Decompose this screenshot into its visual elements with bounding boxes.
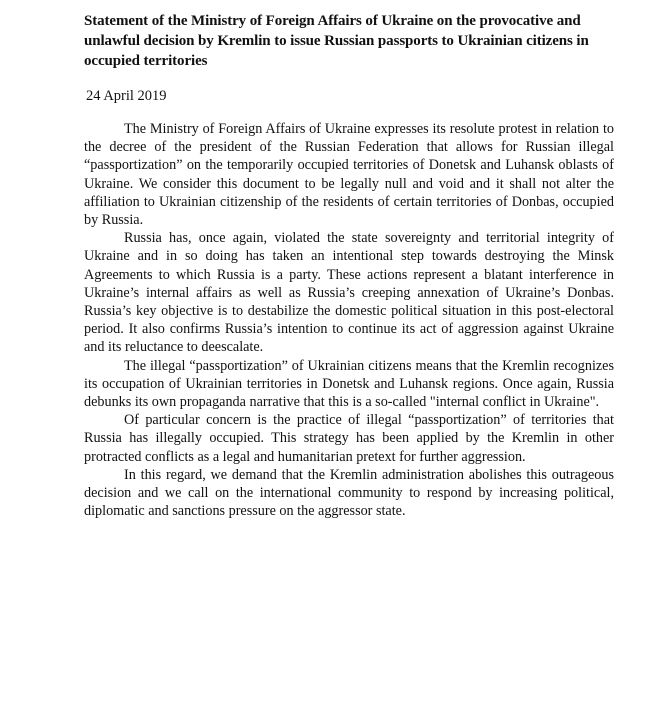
statement-title: Statement of the Ministry of Foreign Affairs of Ukraine on the provocative and unlawful decision by Kremlin to issue Russian passports to Ukrainian citizens in occupied territories — [84, 13, 589, 69]
statement-body — [84, 120, 614, 520]
paragraph-demand: In this regard, we demand that the Kremlin administration abolishes this outrageous decision and we call on the international community to respond by increasing political, diplomatic and sanctions pressure on the aggressor state. — [84, 466, 614, 520]
paragraph-occupation-recognition: The illegal “passportization” of Ukrainian citizens means that the Kremlin recognizes its occupation of Ukrainian territories in Donetsk and Luhansk regions. Once again, Russia debunks its own propaganda narrative that this is a so-called "internal conflict in Ukraine". — [84, 357, 614, 411]
statement-document — [84, 11, 614, 520]
paragraph-sovereignty-violation: Russia has, once again, violated the state sovereignty and territorial integrity of Ukraine and in so doing has taken an intentional step towards destroying the Minsk Agreements to which Russia is a party. These actions represent a blatant interference in Ukraine’s internal affairs as well as Russia’s creeping annexation of Ukraine’s Donbas. Russia’s key objective is to destabilize the domestic political situation in this post-electoral period. It also confirms Russia’s intention to continue its act of aggression against Ukraine and its reluctance to deescalate. — [84, 230, 614, 356]
statement-date: 24 April 2019 — [86, 88, 167, 104]
paragraph-protest: The Ministry of Foreign Affairs of Ukraine expresses its resolute protest in relation to the decree of the president of the Russian Federation that allows for Russian illegal “passportization” on the temporarily occupied territories of Donetsk and Luhansk oblasts of Ukraine. We consider this document to be legally null and void and it shall not alter the affiliation to Ukrainian citizenship of the residents of certain territories of Donbas, occupied by Russia. — [84, 121, 614, 229]
paragraph-particular-concern: Of particular concern is the practice of illegal “passportization” of territories that Russia has illegally occupied. This strategy has been applied by the Kremlin in other protracted conflicts as a legal and humanitarian pretext for further aggression. — [84, 412, 614, 465]
